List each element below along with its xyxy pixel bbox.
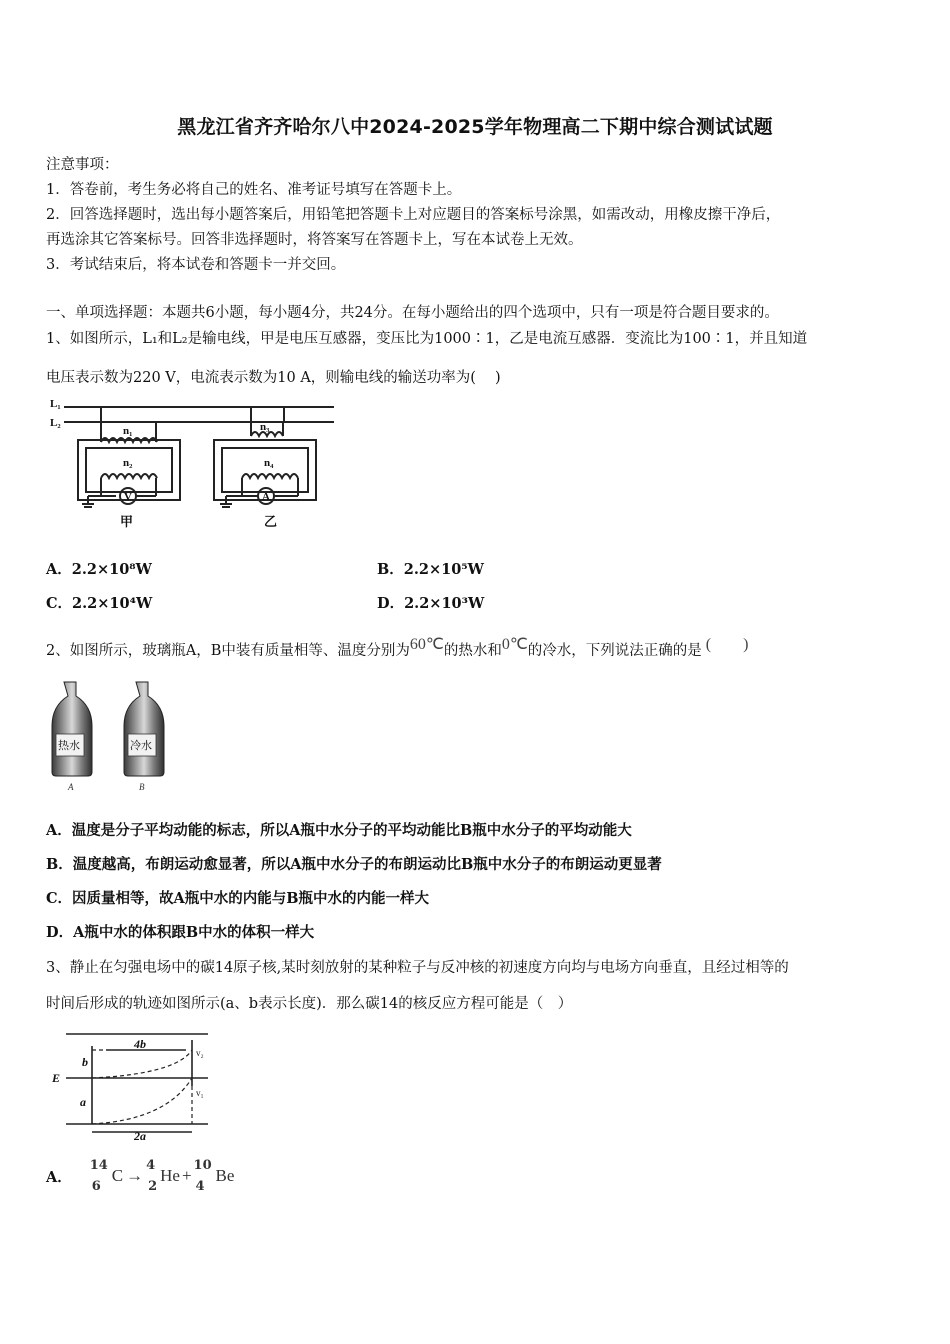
exam-title: 黑龙江省齐齐哈尔八中2024-2025学年物理高二下期中综合测试试题 [177, 116, 773, 138]
notice-item-2b: 再选涂其它答案标号。回答非选择题时，将答案写在答题卡上，写在本试卷上无效。 [46, 232, 583, 248]
label-E: E [52, 1071, 61, 1085]
q3-option-a-label: A． [46, 1168, 72, 1186]
c-mass-number: 14 [89, 1158, 108, 1173]
q1-option-d[interactable]: D．2.2×10³W [377, 595, 485, 612]
label-4b: 4b [134, 1037, 146, 1051]
label-L2: L₂ [50, 417, 61, 429]
q2-option-c[interactable]: C．因质量相等，故A瓶中水的内能与B瓶中水的内能一样大 [46, 890, 430, 907]
be-mass-number: 10 [193, 1158, 212, 1173]
label-v1: v₁ [196, 1088, 204, 1098]
reaction-arrow: → [126, 1166, 144, 1185]
notice-heading: 注意事项： [46, 157, 119, 173]
q2-bottles-figure [46, 678, 171, 796]
q1-stem-line1: 1、如图所示，L₁和L₂是输电线，甲是电压互感器，变压比为1000∶1，乙是电流互感器．变流比为100∶1，并且知道 [46, 331, 808, 347]
q1-stem-line2: 电压表示数为220 V，电流表示数为10 A，则输电线的输送功率为( ) [46, 370, 501, 386]
q2-stem [46, 625, 748, 671]
notice-item-2a: 2．回答选择题时，选出每小题答案后，用铅笔把答题卡上对应题目的答案标号涂黑，如需改动，用橡皮擦干净后， [46, 207, 781, 223]
q3-option-a[interactable] [46, 1158, 234, 1194]
he-symbol: He [160, 1166, 180, 1185]
q2-option-b[interactable]: B．温度越高，布朗运动愈显著，所以A瓶中水分子的布朗运动比B瓶中水分子的布朗运动更显著 [46, 856, 662, 873]
q1-option-c[interactable]: C．2.2×10⁴W [46, 595, 153, 612]
q2-answer-paren: ( ) [705, 636, 749, 653]
he-mass-number: 4 [146, 1158, 156, 1173]
q2-stem-pre: 2、如图所示，玻璃瓶A，B中装有质量相等、温度分别为 [46, 642, 410, 659]
label-jia: 甲 [120, 515, 134, 530]
be-atomic-number: 4 [195, 1179, 205, 1194]
label-2a: 2a [134, 1129, 146, 1141]
label-n4: n₄ [264, 457, 274, 469]
q2-stem-mid: 的热水和 [443, 642, 502, 659]
q1-transformer-figure [46, 392, 346, 532]
he-atomic-number: 2 [148, 1179, 158, 1194]
label-b: b [82, 1055, 88, 1069]
label-L1: L₁ [50, 398, 61, 410]
q3-stem-line2: 时间后形成的轨迹如图所示(a、b表示长度)．那么碳14的核反应方程可能是（ ） [46, 996, 573, 1012]
label-n1: n₁ [123, 425, 133, 437]
label-yi: 乙 [264, 515, 278, 530]
label-a: a [80, 1095, 86, 1109]
q3-trajectory-figure [46, 1026, 216, 1141]
q2-stem-post: 的冷水，下列说法正确的是 [527, 642, 702, 659]
c-symbol: C [111, 1166, 124, 1185]
q2-option-d[interactable]: D．A瓶中水的体积跟B中水的体积一样大 [46, 924, 315, 941]
q1-option-a[interactable]: A．2.2×10⁸W [46, 561, 152, 578]
q1-option-b[interactable]: B．2.2×10⁵W [377, 561, 484, 578]
q2-temp-cold: 0℃ [501, 636, 528, 653]
label-voltmeter: V [124, 491, 132, 503]
c-atomic-number: 6 [91, 1179, 101, 1194]
label-bottle-a: A [68, 782, 74, 792]
label-hot-water: 热水 [58, 739, 80, 752]
label-bottle-b: B [139, 782, 145, 792]
plus-sign: + [181, 1166, 192, 1185]
notice-item-3: 3．考试结束后，将本试卷和答题卡一并交回。 [46, 257, 346, 273]
q3-stem-line1: 3、静止在匀强电场中的碳14原子核,某时刻放射的某种粒子与反冲核的初速度方向均与电场方向垂直，且经过相等的 [46, 960, 789, 976]
label-v2: v₂ [196, 1048, 204, 1058]
label-cold-water: 冷水 [130, 739, 152, 752]
q2-option-a[interactable]: A．温度是分子平均动能的标志，所以A瓶中水分子的平均动能比B瓶中水分子的平均动能大 [46, 822, 632, 839]
be-symbol: Be [215, 1166, 235, 1185]
q2-temp-hot: 60℃ [409, 636, 444, 653]
section-heading: 一、单项选择题：本题共6小题，每小题4分，共24分。在每小题给出的四个选项中，只有一项是符合题目要求的。 [46, 305, 779, 321]
label-n3: n₃ [260, 421, 270, 433]
label-n2: n₂ [123, 457, 133, 469]
notice-item-1: 1．答卷前，考生务必将自己的姓名、准考证号填写在答题卡上。 [46, 182, 462, 198]
label-ammeter: A [262, 491, 270, 503]
